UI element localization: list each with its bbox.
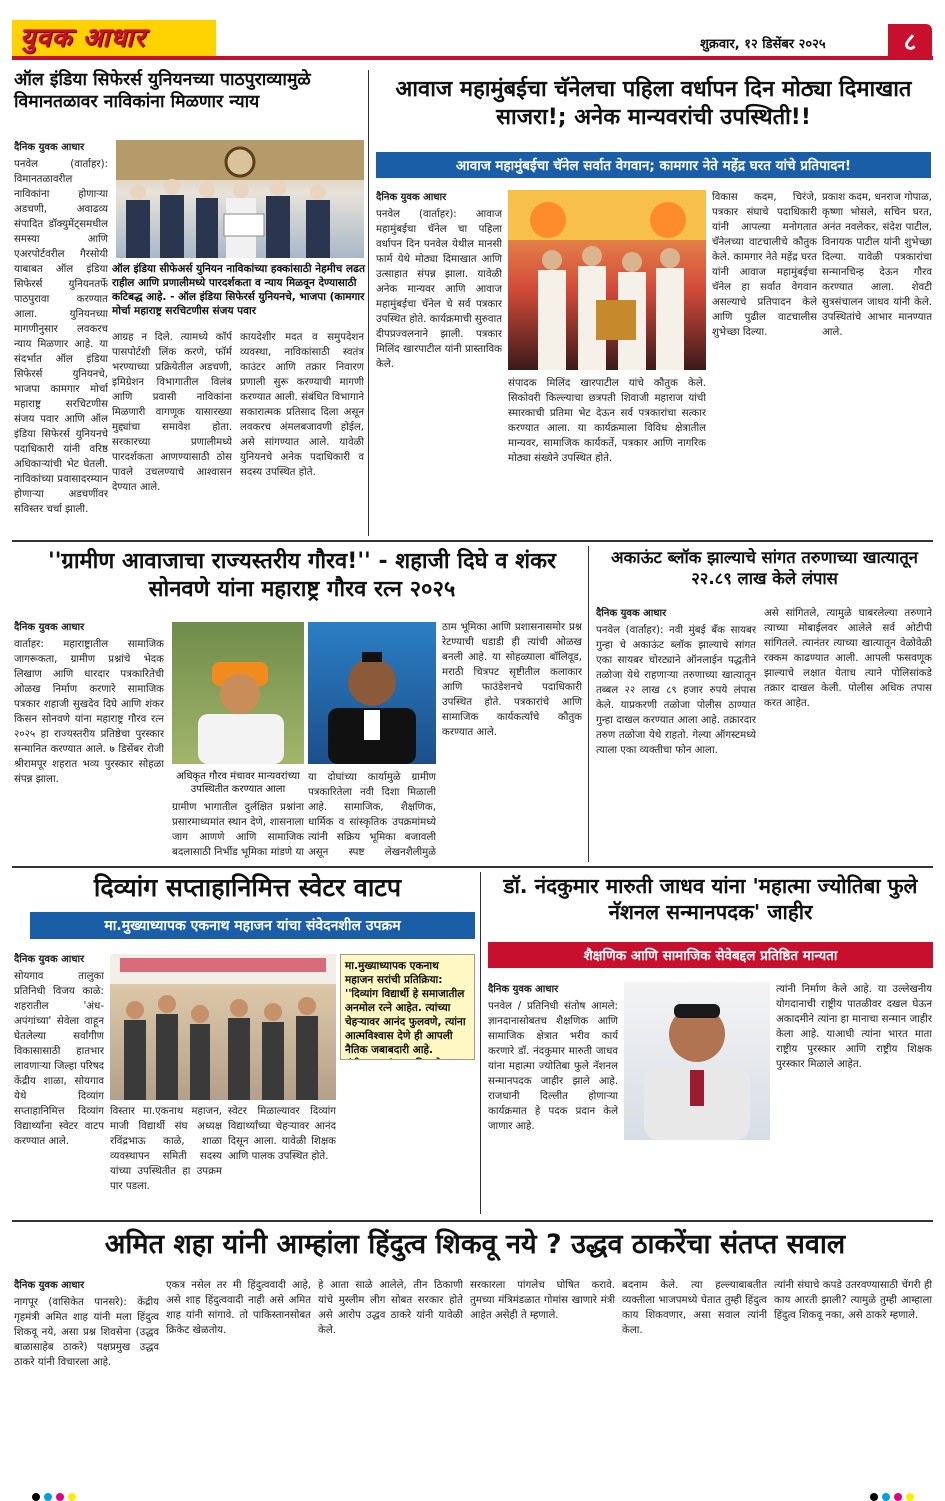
story5-headline: दिव्यांग सप्ताहानिमित्त स्वेटर वाटप: [93, 873, 402, 902]
story7-headline: अमित शहा यांनी आम्हांला हिंदुत्व शिकवू नये ? उद्धव ठाकरेंचा संतप्त सवाल: [104, 1229, 846, 1260]
story4-body1: पनवेल (वार्ताहर): नवी मुंबई बँक सायबर गुन्हा चे अकाऊंट ब्लॉक झाल्याचे सांगत एका सायबर चोरट्याने ऑनलाईन पद्धतीने तळोजा येथे राहणाऱ्या तरुणाच्या खात्यातून तब्बल २२ लाख ८९ हजार रुपये लंपास केले. याप्रकरणी तळोजा पोलीस ठाण्यात गुन्हा दाखल करण्यात आला आहे. तक्रारदार तरुण तळोजा येथे राहतो. गेल्या ऑगस्टमध्ये त्याला एका व्यक्तीचा फोन आला.: [596, 625, 756, 756]
story4-headline: अकाऊंट ब्लॉक झाल्याचे सांगत तरुणाच्या खात्यातून २२.८९ लाख केले लंपास: [611, 548, 918, 588]
black-dot-icon: [870, 1493, 878, 1501]
portrait-photo-icon: [308, 622, 436, 764]
story4-body2: असे सांगितले, त्यामुळे घाबरलेल्या तरुणाने त्याच्या मोबाईलवर आलेले सर्व ओटीपी सांगितले. त्यानंतर त्याच्या खात्यातून वेळोवेळी रक्कम काढण्यात आली. आपली फसवणूक झाल्याचे लक्षात येताच त्याने पोलिसांकडे तक्रार दाखल केली. पोलीस अधिक तपास करत आहेत.: [764, 608, 932, 709]
black-dot-icon: [32, 1493, 40, 1501]
story5-col1: [14, 952, 104, 1214]
story5-body2: विस्तार मा.एकनाथ महाजन, माजी विद्यार्थी संघ अध्यक्ष रविंद्रभाऊ काळे, शाळा व्यवस्थापन समिती सदस्य यांच्या उपस्थितीत हा उपक्रम पार पडला.: [110, 1106, 222, 1192]
school-group-photo-icon: [110, 954, 336, 1100]
magenta-dot-icon: [894, 1493, 902, 1501]
story3-caption: अधिकृत गौरव मंचावर मान्यवरांच्या उपस्थितीत करण्यात आला: [172, 770, 304, 796]
story1-body3: कायदेशीर मदत व समुपदेशन व्यवस्था, नाविकांसाठी स्वतंत्र काउंटर आणि तक्रार निवारण प्रणाली सुरू करण्याची मागणी करण्यात आली. संबंधित विभागाने सकारात्मक प्रतिसाद दिला असून लवकरच अंमलबजावणी होईल, असे सांगण्यात आले. यावेळी युनियनचे अनेक पदाधिकारी व सदस्य उपस्थित होते.: [240, 332, 364, 478]
story5-body3: स्वेटर मिळाल्यावर दिव्यांग विद्यार्थ्यांच्या चेहऱ्यावर आनंद दिसून आला. यावेळी शिक्षक आणि पालक उपस्थित होते.: [228, 1106, 336, 1162]
issue-date: शुक्रवार, १२ डिसेंबर २०२५: [700, 37, 826, 52]
portrait-photo-icon: [624, 982, 770, 1140]
story1-caption: ऑल इंडिया सीफेअर्स युनियन नाविकांच्या हक्कांसाठी नेहमीच लढत राहील आणि प्रणालीमध्ये पारदर्शकता व न्याय मिळवून देण्यासाठी कटिबद्ध आहे. - ऑल इंडिया सिफेरर्स युनियनचे, भाजपा (कामगार मोर्चा महाराष्ट्र सरचिटणीस संजय पवार: [112, 263, 365, 317]
section-divider: [12, 540, 933, 542]
story3-body2: ग्रामीण भागातील दुर्लक्षित प्रश्नांना प्रसारमाध्यमांत स्थान देणे, शासनाला जाग आणणे आणि सामाजिक बदलासाठी निर्भीड भूमिका मांडणे या: [172, 802, 304, 858]
story1-body2: आग्रह न दिले. त्यामध्ये कॉर्प पासपोर्टशी लिंक करणे, फॉर्म भरण्याच्या प्रक्रियेतील अडचणी, इमिग्रेशन विभागातील विलंब आणि प्रवासी नाविकांना मिळणारी वागणूक यासारख्या मुद्द्यांचा समावेश होता. सरकारच्या प्रणालीमध्ये पारदर्शकता आणण्यासाठी ठोस पावले उचलण्याचे आश्वासन देण्यात आले.: [112, 332, 232, 493]
story2-body1: पनवेल (वार्ताहर): आवाज महामुंबईचा चॅनेल चा पहिला वर्धापन दिन पनवेल येथील मानसी फार्म येथे मोठ्या दिमाखात आणि उत्साहात संपन्न झाला. यावेळी अनेक मान्यवर आणि आवाज महामुंबईचा चॅनेल चे सर्व पत्रकार उपस्थित होते. कार्यक्रमाची सुरुवात दीपप्रज्वलनाने झाली. पत्रकार मिलिंद खारपाटील यांनी प्रास्ताविक केले.: [376, 209, 502, 370]
story5-body1: सोयगाव तालुका प्रतिनिधी विजय काळे: शहरातील 'अंध-अपंगांच्या' सेवेला वाहून घेतलेल्या सर्वांगीण विकासासाठी हातभार लावणाऱ्या जिल्हा परिषद केंद्रीय शाळा, सोयगाव येथे दिव्यांग सप्ताहानिमित्त दिव्यांग विद्यार्थ्यांना स्वेटर वाटप करण्यात आले.: [14, 971, 104, 1147]
story3-photo-right: [308, 622, 436, 764]
story2-body3: विकास कदम, चिरंजे, पत्रकार संघाचे पदाधिकारी यांनी आपल्या मनोगतात चॅनेलच्या वाटचालीचे कौतुक केले. कामगार नेते महेंद्र घरत यांनी आवाज महामुंबईचा चॅनेल हा सर्वात वेगवान असल्याचे प्रतिपादन केले आणि पुढील वाटचालीस शुभेच्छा दिल्या.: [712, 192, 817, 338]
story6-tag: दैनिक युवक आधार: [488, 984, 559, 995]
story7-col1: [14, 1278, 159, 1478]
story3-body3: ठाम भूमिका आणि प्रशासनासमोर प्रश्न रेटण्याची धडाडी ही त्यांची ओळख बनली आहे. या सोहळ्याला बॉलिवूड, मराठी चित्रपट सृष्टीतील कलाकार आणि फाउंडेशनचे पदाधिकारी उपस्थित होते. पत्रकारांचे आणि सामाजिक कार्यकर्त्यांचे कौतुक करण्यात आले.: [442, 622, 582, 738]
column-divider: [480, 872, 481, 1214]
event-stage-photo-icon: [508, 190, 706, 370]
story7-body4: सरकारला पांगलेच घोषित करावे. तुमच्या मंत्रिमंडळात गोमांस खाणारे मंत्री आहेत असेही ते म्हणाले.: [470, 1280, 615, 1321]
story1-body1: पनवेल (वार्ताहर): विमानतळावरील नाविकांना होणाऱ्या अडचणी, अवाढव्य संपादित डॉक्युमेंट्समधील समस्या आणि एअरपोर्टवरील गैरसोयी याबाबत ऑल इंडिया सिफेरर्स युनियनतर्फे पाठपुरावा करण्यात आला. युनियनच्या मागणीनुसार लवकरच न्याय मिळणार आहे. या संदर्भात ऑल इंडिया सिफेरर्स युनियनचे, भाजपा कामगार मोर्चा महाराष्ट्र सरचिटणीस संजय पवार आणि ऑल इंडिया सिफेरर्स युनियनचे पदाधिकारी यांनी वरिष्ठ अधिकाऱ्यांची भेट घेतली. नाविकांच्या प्रवासादरम्यान होणाऱ्या अडचणींवर सविस्तर चर्चा झाली.: [14, 159, 108, 515]
story2-headline: आवाज महामुंबईचा चॅनेलचा पहिला वर्धापन दिन मोठ्या दिमाखात साजरा!; अनेक मान्यवरांची उपस्थिती!!: [395, 77, 912, 130]
story5-tag: दैनिक युवक आधार: [14, 954, 85, 965]
story7-body3: हे आता साळे आलेले, तीन ठिकाणी यांचे मुस्लीम लीग सोबत सरकार होते असे आरोप उद्धव ठाकरे यांनी यावेळी केले.: [318, 1280, 463, 1336]
cyan-dot-icon: [882, 1493, 890, 1501]
story2-body4: प्रकाश कदम, धनराज गोपाळ, कृष्णा भोसले, सचिन घरत, अनंत नवलेकर, संदेश पाटील, विनायक पाटील यांनी शुभेच्छा दिल्या. यावेळी पत्रकारांचा सन्मानचिन्ह देऊन गौरव करण्यात आला. शेवटी सुत्रसंचालन जाधव यांनी केले. उपस्थितांचे आभार मानण्यात आले.: [822, 192, 932, 338]
story1-col1: [14, 140, 108, 535]
story4-tag: दैनिक युवक आधार: [596, 608, 667, 619]
story7-body6: त्यांनी संघाचे कपडे उतरवण्यासाठी चेंगरी ही काय आरती झाली? त्यामुळे तुम्ही आम्हाला हिंदुत्व शिकवू नका, असे ठाकरे म्हणाले.: [774, 1280, 932, 1321]
story3-body1: वार्ताहर: महाराष्ट्रातील सामाजिक जागरूकता, ग्रामीण प्रश्नांचे भेदक लिखाण आणि धारदार पत्रकारितेची ओळख निर्माण करणारे सामाजिक पत्रकार शहाजी सुखदेव दिघे आणि शंकर किसन सोनवणे यांना महाराष्ट्र गौरव रत्न २०२५ हा राज्यस्तरीय प्रतिष्ठेचा पुरस्कार सन्मानित करण्यात आले. ७ डिसेंबर रोजी श्रीरामपूर शहरात भव्य पुरस्कार सोहळा संपन्न झाला.: [14, 639, 164, 785]
print-registration-marks: [0, 1486, 945, 1498]
story6-body2: त्यांनी निर्माण केले आहे. या उल्लेखनीय योगदानाची राष्ट्रीय पातळीवर दखल घेऊन अकादमीने त्यांना हा मानाचा सन्मान जाहीर केला आहे. याआधी त्यांना भारत माता राष्ट्रीय पुरस्कार आणि राष्ट्रीय शिक्षक पुरस्कार मिळाले आहेत.: [776, 984, 932, 1070]
story1-photo: [116, 140, 364, 258]
story6-body2-cont: [624, 1146, 770, 1214]
story7-body2: एकत्र नसेल तर मी हिंदुत्ववादी आहे, असे शाह हिंदुत्ववादी नाही असे अमित शाह यांनी सांगावे. तो पाकिस्तानसोबत क्रिकेट खेळतोय.: [166, 1280, 311, 1336]
story2-subhead: आवाज महामुंबईचा चॅनेल सर्वात वेगवान; कामगार नेते महेंद्र घरत यांचे प्रतिपादन!: [376, 152, 931, 178]
yellow-dot-icon: [906, 1493, 914, 1501]
portrait-photo-icon: [172, 622, 304, 764]
story5-quote-box: [340, 954, 475, 1060]
story3-body4: या दोघांच्या कार्यामुळे ग्रामीण पत्रकारितेला नवी दिशा मिळाली आहे. सामाजिक, शैक्षणिक, धार्मिक व सांस्कृतिक उपक्रमांमध्ये त्यांनी सक्रिय भूमिका बजावली असून स्पष्ट लेखनशैलीमुळे: [308, 772, 436, 858]
story3-tag: दैनिक युवक आधार: [14, 622, 85, 633]
story2-col1: [376, 190, 502, 535]
section-divider: [12, 866, 933, 868]
registration-dots-left: [30, 1486, 78, 1501]
story5-quote: मा.मुख्याध्यापक एकनाथ महाजन सरांची प्रतिक्रिया: ''दिव्यांग विद्यार्थी हे समाजातील अनमोल रत्ने आहेत. त्यांच्या चेहऱ्यावर आनंद फुलवणे, त्यांना आत्मविश्वास देणे ही आपली नैतिक जबाबदारी आहे.: [345, 960, 466, 1056]
story5-subhead: मा.मुख्याध्यापक एकनाथ महाजन यांचा संवेदनशील उपक्रम: [30, 912, 475, 939]
story7-body1: नागपूर (वासिकेत पानसरे): केंद्रीय गृहमंत्री अमित शाह यांनी मला हिंदुत्व शिकवू नये, असा प्रश्न शिवसेना (उद्धव बाळासाहेब ठाकरे) पक्षप्रमुख उद्धव ठाकरे यांनी विचारला आहे.: [14, 1297, 159, 1368]
yellow-dot-icon: [68, 1493, 76, 1501]
story6-headline: डॉ. नंदकुमार मारुती जाधव यांना 'महात्मा ज्योतिबा फुले नॅशनल सन्मानपदक' जाहीर: [503, 874, 918, 924]
masthead: [0, 0, 945, 64]
story1-headline: ऑल इंडिया सिफेरर्स युनियनच्या पाठपुराव्यामुळे विमानतळावर नाविकांना मिळणार न्याय: [14, 70, 311, 112]
story5-photo: [110, 954, 336, 1100]
people-photo-icon: [116, 140, 364, 258]
story6-body1: पनवेल / प्रतिनिधी संतोष आमले: ज्ञानदानासोबतच शैक्षणिक आणि सामाजिक क्षेत्रात भरीव कार्य करणारे डॉ. नंदकुमार मारुती जाधव यांना महात्मा ज्योतिबा फुले नॅशनल सन्मानपदक जाहीर झाले आहे. राजधानी दिल्लीत होणाऱ्या कार्यक्रमात हे पदक प्रदान केले जाणार आहे.: [488, 1001, 618, 1132]
page-number: ८: [888, 24, 932, 60]
story2-tag: दैनिक युवक आधार: [376, 192, 447, 203]
story4-col1: [596, 606, 756, 862]
story2-body2: संपादक मिलिंद खारपाटील यांचे कौतुक केले. सिकोवरी किल्ल्याचा छत्रपती शिवाजी महाराज यांची स्मारकाची प्रतिमा भेट देऊन सर्व पत्रकारांचा सत्कार करण्यात आला. या कार्यक्रमाला विविध क्षेत्रातील मान्यवर, सामाजिक कार्यकर्ते, पत्रकार आणि नागरिक मोठ्या संख्येने उपस्थित होते.: [508, 378, 706, 464]
story7-tag: दैनिक युवक आधार: [14, 1280, 85, 1291]
column-divider: [588, 546, 589, 862]
story3-photo-left: [172, 622, 304, 764]
section-divider: [12, 1220, 933, 1222]
story3-col1: [14, 620, 164, 860]
story6-subhead: शैक्षणिक आणि सामाजिक सेवेबद्दल प्रतिष्ठित मान्यता: [488, 942, 933, 968]
story6-photo: [624, 982, 770, 1140]
story7-body5: बदनाम केले. त्या हल्ल्याबाबतीत व्यक्तीला भाजपमध्ये घेतात तुम्ही हिंदुत्व काय शिकवणार, असा सवाल त्यांनी केला.: [622, 1280, 767, 1336]
registration-dots-right: [868, 1486, 916, 1501]
story6-col1: [488, 982, 618, 1214]
column-divider: [368, 70, 369, 536]
story1-tag: दैनिक युवक आधार: [14, 142, 85, 153]
story3-headline: ''ग्रामीण आवाजाचा राज्यस्तरीय गौरव!'' - शहाजी दिघे व शंकर सोनवणे यांना महाराष्ट्र गौरव रत्न २०२५: [47, 549, 557, 602]
story2-photo: [508, 190, 706, 370]
cyan-dot-icon: [44, 1493, 52, 1501]
newspaper-logo: युवक आधार: [12, 20, 216, 56]
magenta-dot-icon: [56, 1493, 64, 1501]
